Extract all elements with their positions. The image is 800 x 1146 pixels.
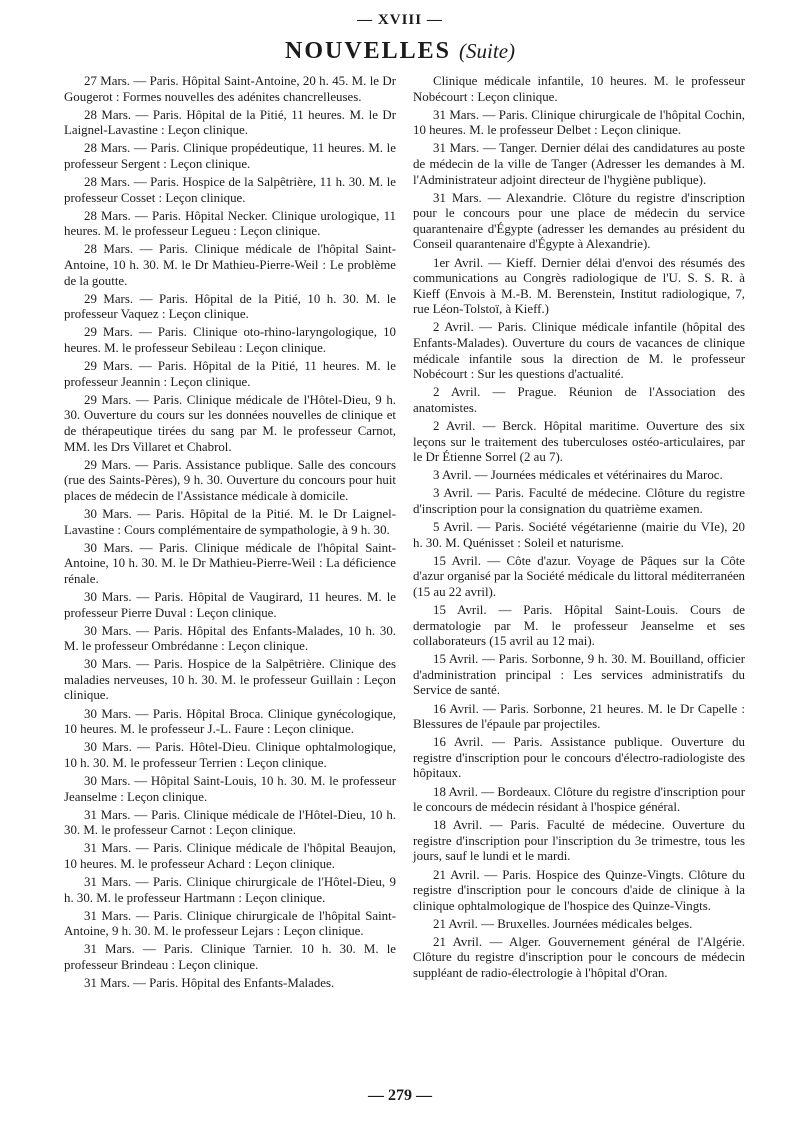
news-item: 30 Mars. — Paris. Hôpital Broca. Clinique gynécologique, 10 heures. M. le professeur J.-L. Faure : Leçon clinique.	[64, 706, 396, 737]
news-item: 21 Avril. — Paris. Hospice des Quinze-Vingts. Clôture du registre d'inscription pour le concours d'aide de clinique à la clinique ophtalmologique de l'hospice des Quinze-Vingts.	[413, 867, 745, 913]
title-subtitle: (Suite)	[459, 39, 516, 63]
news-item: 5 Avril. — Paris. Société végétarienne (mairie du VIe), 20 h. 30. M. Quénisset : Soleil et naturisme.	[413, 520, 745, 550]
news-item: 18 Avril. — Bordeaux. Clôture du registre d'inscription pour le concours de médecin résidant à l'hospice général.	[413, 784, 745, 815]
page-number: — 279 —	[368, 1087, 432, 1104]
news-item: 31 Mars. — Alexandrie. Clôture du registre d'inscription pour le concours pour une place de médecin du service quarantenaire d'Égypte (adresser les demandes au président du Conseil quarantenaire d'Égypte à Alexandrie).	[413, 190, 745, 252]
news-item: 31 Mars. — Paris. Hôpital des Enfants-Malades.	[84, 976, 335, 991]
news-item: 16 Avril. — Paris. Sorbonne, 21 heures. M. le Dr Capelle : Blessures de l'épaule par projectiles.	[413, 701, 745, 732]
news-item: 30 Mars. — Paris. Hôpital de la Pitié. M. le Dr Laignel-Lavastine : Cours complémentaire de sympathologie, à 9 h. 30.	[64, 506, 396, 537]
news-item: 28 Mars. — Paris. Hôpital Necker. Clinique urologique, 11 heures. M. le professeur Legueu : Leçon clinique.	[64, 208, 396, 239]
news-item: 27 Mars. — Paris. Hôpital Saint-Antoine, 20 h. 45. M. le Dr Gougerot : Formes nouvelles des adénites chancrelleuses.	[64, 74, 396, 104]
news-item: 2 Avril. — Berck. Hôpital maritime. Ouverture des six leçons sur le traitement des tuberculoses ostéo-articulaires, par le Dr Étienne Sorrel (2 au 7).	[413, 418, 745, 465]
news-item: 31 Mars. — Tanger. Dernier délai des candidatures au poste de médecin de la ville de Tanger (Adresser les demandes à M. l'Administrateur adjoint directeur de l'hygiène publique).	[413, 141, 745, 187]
news-item: 30 Mars. — Hôpital Saint-Louis, 10 h. 30. M. le professeur Jeanselme : Leçon clinique.	[64, 773, 396, 804]
news-item: 29 Mars. — Paris. Assistance publique. Salle des concours (rue des Saints-Pères), 9 h. 30. Ouverture du concours pour huit places de médecin de l'Assistance médicale à domicile.	[64, 457, 396, 503]
news-item: 29 Mars. — Paris. Clinique oto-rhino-laryngologique, 10 heures. M. le professeur Sebileau : Leçon clinique.	[64, 325, 396, 355]
news-item: 2 Avril. — Paris. Clinique médicale infantile (hôpital des Enfants-Malades). Ouverture du cours de vacances de clinique médicale infantile sous la direction de M. le professeur Nobécourt : Sur les questions d'actualité.	[413, 320, 745, 382]
news-item: 31 Mars. — Paris. Clinique chirurgicale de l'hôpital Saint-Antoine, 9 h. 30. M. le professeur Lejars : Leçon clinique.	[64, 908, 396, 939]
news-item: 16 Avril. — Paris. Assistance publique. Ouverture du registre d'inscription pour le concours d'électro-radiologiste des hôpitaux.	[413, 735, 745, 781]
left-column	[64, 74, 396, 994]
news-item: 31 Mars. — Paris. Clinique médicale de l'hôpital Beaujon, 10 heures. M. le professeur Achard : Leçon clinique.	[64, 841, 396, 871]
news-item: 28 Mars. — Paris. Clinique propédeutique, 11 heures. M. le professeur Sergent : Leçon clinique.	[64, 141, 396, 171]
news-item: 28 Mars. — Paris. Clinique médicale de l'hôpital Saint-Antoine, 10 h. 30. M. le Dr Mathieu-Pierre-Weil : Le problème de la goutte.	[64, 242, 396, 288]
news-item: 29 Mars. — Paris. Hôpital de la Pitié, 10 h. 30. M. le professeur Vaquez : Leçon clinique.	[64, 291, 396, 322]
news-item: 15 Avril. — Paris. Hôpital Saint-Louis. Cours de dermatologie par M. le professeur Jeanselme et ses collaborateurs (15 avril au 12 mai).	[413, 603, 745, 649]
news-item: 28 Mars. — Paris. Hôpital de la Pitié, 11 heures. M. le Dr Laignel-Lavastine : Leçon clinique.	[64, 107, 396, 138]
news-item: 31 Mars. — Paris. Clinique chirurgicale de l'hôpital Cochin, 10 heures. M. le professeur Delbet : Leçon clinique.	[413, 107, 745, 138]
news-item: 18 Avril. — Paris. Faculté de médecine. Ouverture du registre d'inscription pour l'inscription du 3e trimestre, tous les jours, sauf le lundi et le mardi.	[413, 818, 745, 864]
news-item: 21 Avril. — Alger. Gouvernement général de l'Algérie. Clôture du registre d'inscription pour le concours de médecin suppléant de radio-électrologie à l'hôpital d'Oran.	[413, 934, 745, 981]
news-item: 31 Mars. — Paris. Clinique Tarnier. 10 h. 30. M. le professeur Brindeau : Leçon clinique.	[64, 942, 396, 972]
news-item: 29 Mars. — Paris. Hôpital de la Pitié, 11 heures. M. le professeur Jeannin : Leçon clinique.	[64, 359, 396, 389]
news-item: 15 Avril. — Paris. Sorbonne, 9 h. 30. M. Bouilland, officier d'administration principal : Les services administratifs du Service de santé.	[413, 652, 745, 698]
page-folio: — XVIII —	[357, 12, 443, 28]
news-item: 30 Mars. — Paris. Clinique médicale de l'hôpital Saint-Antoine, 10 h. 30. M. le Dr Mathieu-Pierre-Weil : La déficience rénale.	[64, 540, 396, 586]
news-item: 30 Mars. — Paris. Hospice de la Salpêtrière. Clinique des maladies nerveuses, 10 h. 30. M. le professeur Guillain : Leçon clinique.	[64, 657, 396, 703]
news-item: 29 Mars. — Paris. Clinique médicale de l'Hôtel-Dieu, 9 h. 30. Ouverture du cours sur les données nouvelles de clinique et de thérapeutique tirées du sang par M. le professeur Carnot, MM. les Drs Villaret et Chabrol.	[64, 392, 396, 454]
news-item: 21 Avril. — Bruxelles. Journées médicales belges.	[433, 916, 693, 931]
news-item: 30 Mars. — Paris. Hôtel-Dieu. Clinique ophtalmologique, 10 h. 30. M. le professeur Terrien : Leçon clinique.	[64, 740, 396, 770]
right-column	[413, 74, 745, 984]
page-title	[0, 38, 800, 65]
news-item: 1er Avril. — Kieff. Dernier délai d'envoi des résumés des communications au Congrès radiologique de l'U. S. S. R. à Kieff (Envois à M.-B. M. Berenstein, Institut radiologique, 7, rue Léon-Tolstoï, à Kieff.)	[413, 255, 745, 317]
news-item: 31 Mars. — Paris. Clinique chirurgicale de l'Hôtel-Dieu, 9 h. 30. M. le professeur Hartmann : Leçon clinique.	[64, 875, 396, 905]
news-item: Clinique médicale infantile, 10 heures. M. le professeur Nobécourt : Leçon clinique.	[413, 74, 745, 104]
news-item: 31 Mars. — Paris. Clinique médicale de l'Hôtel-Dieu, 10 h. 30. M. le professeur Carnot : Leçon clinique.	[64, 807, 396, 838]
news-item: 2 Avril. — Prague. Réunion de l'Association des anatomistes.	[413, 385, 745, 415]
news-item: 3 Avril. — Journées médicales et vétérinaires du Maroc.	[433, 468, 723, 483]
title-text: NOUVELLES	[284, 38, 452, 64]
news-item: 15 Avril. — Côte d'azur. Voyage de Pâques sur la Côte d'azur organisé par la Société médicale du littoral méditerranéen (15 au 22 avril).	[413, 553, 745, 599]
news-item: 3 Avril. — Paris. Faculté de médecine. Clôture du registre d'inscription pour la consignation du quatrième examen.	[413, 486, 745, 516]
news-item: 28 Mars. — Paris. Hospice de la Salpêtrière, 11 h. 30. M. le professeur Cosset : Leçon clinique.	[64, 175, 396, 205]
news-item: 30 Mars. — Paris. Hôpital de Vaugirard, 11 heures. M. le professeur Pierre Duval : Leçon clinique.	[64, 589, 396, 620]
news-item: 30 Mars. — Paris. Hôpital des Enfants-Malades, 10 h. 30. M. le professeur Ombrédanne : Leçon clinique.	[64, 623, 396, 654]
